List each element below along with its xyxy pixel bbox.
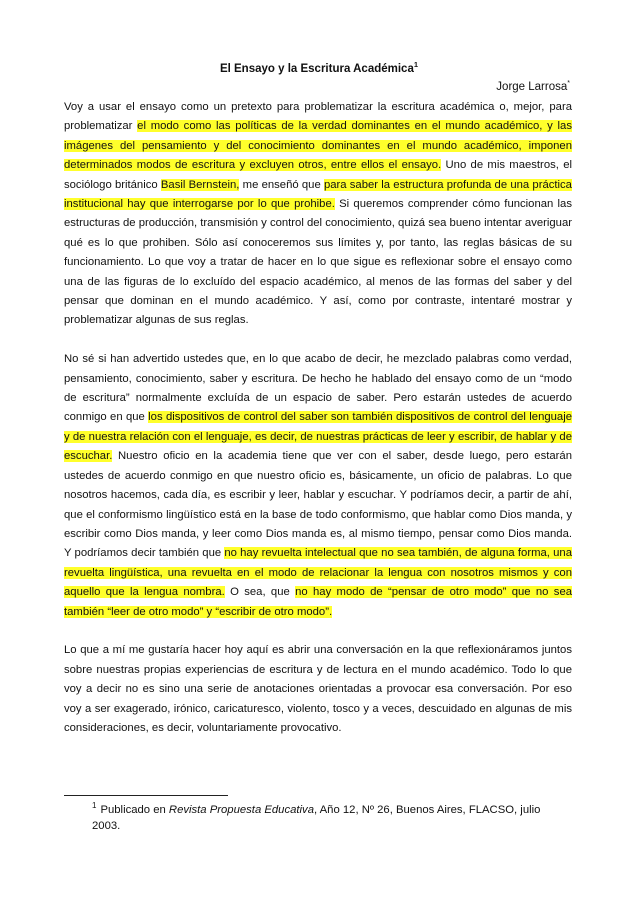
highlight: el modo como las políticas de la verdad dominantes en el mundo académico, y las imágenes del pensamiento y del conocimiento dominantes en el mundo académico, imponen determinados modos de escritura y excluyen otros, entre ellos el ensayo. — [64, 120, 572, 172]
title-footnote-marker: 1 — [413, 60, 419, 69]
author-line — [496, 80, 570, 93]
document-title — [0, 60, 638, 75]
footnote: $^1$ Publicado en Revista Propuesta Educativa, Año 12, Nº 26, Buenos Aires, FLACSO, julio 2003. — [92, 801, 541, 832]
paragraph-3: Lo que a mí me gustaría hacer hoy aquí es abrir una conversación en la que reflexionáramos juntos sobre nuestras propias experiencias de escritura y de lectura en el mundo académico. Todo lo que voy a decir no es sino una serie de anotaciones orientadas a provocar esa conversación. Por eso voy a ser exagerado, irónico, caricaturesco, violento, tosco y a veces, descuidado en algunas de mis consideraciones, es decir, voluntariamente provocativo. — [64, 644, 572, 734]
footnote-number: 1 — [92, 801, 97, 810]
highlight: no hay revuelta intelectual que no sea también, de alguna forma, una revuelta lingüística, una revuelta en el modo de relacionar la lengua con nosotros mismos y con aquello que la lengua nombra. — [64, 547, 572, 599]
paragraph-1: Voy a usar el ensayo como un pretexto para problematizar la escritura académica o, mejor, para problematizar el modo como las políticas de la verdad dominantes en el mundo académico, y las imágenes del pensamiento y del conocimiento dominantes en el mundo académico, imponen determinados modos de escritura y excluyen otros, entre ellos el ensayo. Uno de mis maestros, el sociólogo británico Basil Bernstein, me enseñó que para saber la estructura profunda de una práctica institucional hay que interrogarse por lo que prohibe. Si queremos comprender cómo funcionan las estructuras de producción, transmisión y control del conocimiento, quizá sea bueno intentar averiguar qué es lo que prohiben. Sólo así conoceremos sus límites y, por tanto, las reglas básicas de su funcionamiento. Lo que voy a tratar de hacer en lo que sigue es reflexionar sobre el ensayo como una de las figuras de lo excluído del espacio académico, al menos de las formas del saber y del pensar que dominan en el mundo académico. Y así, como por contraste, intentaré mostrar y problematizar algunas de sus reglas. — [64, 101, 573, 327]
highlight: no hay modo de “pensar de otro modo” que no sea también “leer de otro modo” y “escribir de otro modo”. — [64, 586, 573, 618]
highlight: los dispositivos de control del saber son también dispositivos de control del lenguaje y de nuestra relación con el lenguaje, es decir, de nuestras prácticas de leer y escribir, de hablar y de escuchar. — [64, 411, 572, 463]
author-name: Jorge Larrosa — [496, 80, 568, 93]
document-body — [64, 98, 572, 758]
paragraph-2: No sé si han advertido ustedes que, en lo que acabo de decir, he mezclado palabras como verdad, pensamiento, conocimiento, saber y escritura. De hecho he hablado del ensayo como de un “modo de escritura” normalmente excluída de un espacio de saber. Pero estarán ustedes de acuerdo conmigo en que los dispositivos de control del saber son también dispositivos de control del lenguaje y de nuestra relación con el lenguaje, es decir, de nuestras prácticas de leer y escribir, de hablar y de escuchar. Nuestro oficio en la academia tiene que ver con el saber, desde luego, pero estarán ustedes de acuerdo conmigo en que nuestro oficio es, básicamente, un oficio de palabras. Lo que nosotros hacemos, cada día, es escribir y leer, hablar y escuchar. Y podríamos decir, a partir de ahí, que el conformismo lingüístico está en la base de todo conformismo, que hablar como Dios manda, y escribir como Dios manda, y leer como Dios manda es, al mismo tiempo, pensar como Dios manda. Y podríamos decir también que no hay revuelta intelectual que no sea también, de alguna forma, una revuelta lingüística, una revuelta en el modo de relacionar la lengua con nosotros mismos y con aquello que la lengua nombra. O sea, que no hay modo de “pensar de otro modo” que no sea también “leer de otro modo” y “escribir de otro modo”. — [64, 353, 573, 618]
highlight: Basil Bernstein, — [160, 178, 240, 191]
author-footnote-marker: * — [567, 80, 570, 87]
footnote-divider — [64, 795, 228, 796]
highlight: para saber la estructura profunda de una práctica institucional hay que interrogarse por lo que prohibe. — [64, 178, 572, 211]
footnote-source: Revista Propuesta Educativa — [168, 803, 314, 816]
title-text: El Ensayo y la Escritura Académica — [219, 62, 414, 75]
